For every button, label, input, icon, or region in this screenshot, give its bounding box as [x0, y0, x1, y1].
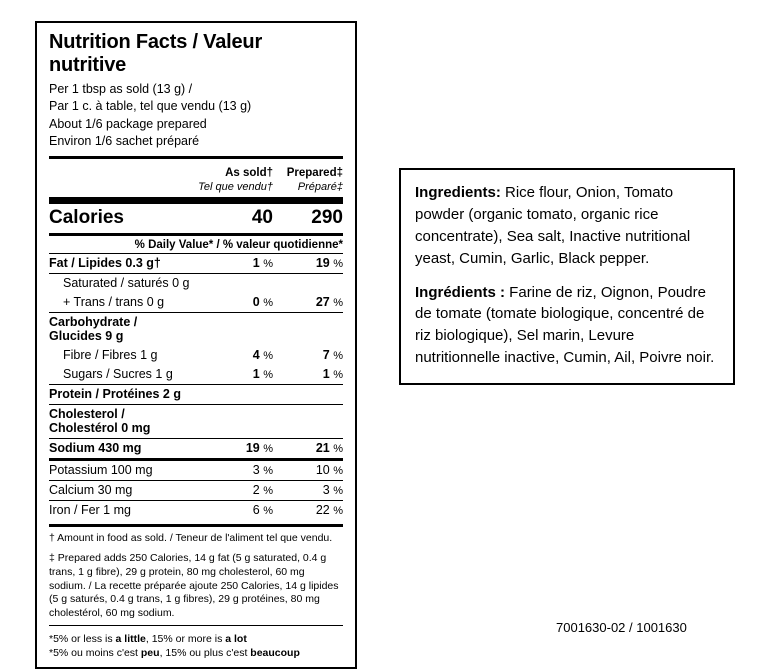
column-header-prepared-en: Prepared‡: [286, 167, 343, 179]
nutrient-value-as-sold: [191, 295, 273, 309]
nutrient-pct-as-sold: 3: [252, 463, 260, 478]
percent-symbol: %: [263, 369, 273, 382]
nutrient-pct-as-sold: 1: [252, 367, 260, 382]
table-row: [49, 385, 343, 404]
serving-line-1: Per 1 tbsp as sold (13 g) /: [49, 82, 193, 96]
serving-line-2: Par 1 c. à table, tel que vendu (13 g): [49, 99, 252, 114]
footnotes-block-2: [49, 628, 343, 661]
percent-symbol: %: [333, 369, 343, 382]
table-row: [49, 405, 343, 438]
nutrient-name: Fibre / Fibres 1 g: [63, 348, 158, 363]
daily-value-header-text: % Daily Value* / % valeur quotidienne*: [134, 238, 343, 251]
percent-symbol: %: [333, 297, 343, 310]
nutrient-value-prepared: [273, 483, 343, 497]
column-header-prepared-fr: Préparé‡: [297, 180, 343, 193]
nutrient-pct-as-sold: 0: [252, 295, 260, 310]
table-row: [49, 461, 343, 480]
nutrient-pct-prepared: 27: [315, 295, 330, 310]
footnote-fr-bold1: peu: [140, 647, 160, 659]
footnote-dagger: † Amount in food as sold. / Teneur de l'aliment tel que vendu.: [49, 531, 333, 544]
nutrient-name: Protein / Protéines 2 g: [49, 387, 181, 402]
nutrient-name: Potassium 100 mg: [49, 463, 153, 478]
footnote-little-lot-fr: [49, 647, 343, 661]
column-header-prepared: [273, 167, 343, 194]
table-row: [49, 501, 343, 520]
ingredients-en-text: Rice flour, Onion, Tomato powder (organic tomato, organic rice concentrate), Sea salt, Inactive nutritional yeast, Cumin, Garlic, Black pepper.: [415, 184, 691, 267]
nutrient-pct-prepared: 22: [315, 503, 330, 518]
percent-symbol: %: [263, 443, 273, 456]
nutrient-value-as-sold: [191, 483, 273, 497]
daily-value-header: [49, 236, 343, 253]
nutrient-name: Cholesterol / Cholestérol 0 mg: [49, 407, 151, 436]
percent-symbol: %: [263, 350, 273, 363]
nutrient-pct-prepared: 7: [322, 348, 330, 363]
table-row: [49, 481, 343, 500]
footnote-fr-part1: *5% ou moins c'est: [49, 647, 141, 659]
ingredients-fr-text: Farine de riz, Oignon, Poudre de tomate (tomate biologique, concentré de riz biologique), Sel marin, Levure nutritionnelle inactive, Cumin, Ail, Poivre noir.: [415, 283, 715, 367]
percent-symbol: %: [333, 443, 343, 456]
footnote-double-dagger: ‡ Prepared adds 250 Calories, 14 g fat (5 g saturated, 0.4 g trans, 1 g fibre), 29 g protein, 80 mg cholesterol, 60 mg sodium. / La recette préparée ajoute 250 Calories, 14 g lipides (5 g saturés, 0.4 g trans, 1 g fibres), 29 g protéines, 80 mg cholestérol, 60 mg sodium.: [49, 551, 339, 620]
calories-as-sold: 40: [251, 206, 273, 228]
nutrient-value-as-sold: [191, 348, 273, 362]
nutrient-value-as-sold: [191, 503, 273, 517]
nutrient-pct-as-sold: 19: [245, 441, 260, 456]
nutrition-facts-panel: [35, 21, 357, 669]
footnote-en-part2: , 15% or more is: [145, 633, 226, 646]
nutrient-name: Sodium 430 mg: [49, 441, 142, 456]
nutrient-name: Fat / Lipides 0.3 g†: [49, 256, 161, 271]
nutrient-value-prepared: [273, 348, 343, 362]
nutrient-pct-as-sold: 1: [252, 256, 260, 271]
ingredients-en-label: Ingredients:: [415, 184, 501, 201]
table-row: [49, 365, 343, 384]
percent-symbol: %: [333, 465, 343, 478]
nutrient-value-as-sold: [191, 463, 273, 477]
nutrient-name: Iron / Fer 1 mg: [49, 503, 131, 518]
nutrient-value-as-sold: [191, 441, 273, 455]
nutrient-pct-prepared: 21: [315, 441, 330, 456]
nutrient-name: Saturated / saturés 0 g: [63, 276, 190, 291]
calories-prepared: 290: [311, 206, 343, 228]
percent-symbol: %: [263, 485, 273, 498]
table-row: [49, 313, 343, 346]
nutrient-value-prepared: [273, 441, 343, 455]
column-header-as-sold-fr: Tel que vendu†: [198, 180, 273, 193]
ingredients-panel: [399, 168, 735, 385]
nutrient-pct-prepared: 10: [315, 463, 330, 478]
serving-line-4: Environ 1/6 sachet préparé: [49, 133, 200, 148]
footnotes-block: [49, 527, 343, 621]
nutrient-name: Sugars / Sucres 1 g: [63, 367, 173, 382]
calories-row: [49, 204, 343, 233]
nutrient-pct-prepared: 19: [315, 256, 330, 271]
percent-symbol: %: [263, 505, 273, 518]
percent-symbol: %: [333, 505, 343, 518]
nutrient-value-as-sold: [191, 256, 273, 270]
nutrient-pct-as-sold: 2: [252, 483, 260, 498]
percent-symbol: %: [333, 258, 343, 271]
table-row: [49, 274, 343, 293]
nutrient-value-prepared: [273, 256, 343, 270]
footnote-fr-part2: , 15% ou plus c'est: [159, 647, 251, 659]
divider-above-footnotes2: [49, 625, 343, 626]
table-row: [49, 346, 343, 365]
serving-size-block: [49, 81, 343, 150]
nutrient-name: + Trans / trans 0 g: [63, 295, 165, 310]
column-header-as-sold-en: As sold†: [225, 167, 273, 179]
nutrient-pct-prepared: 1: [322, 367, 330, 382]
nutrient-pct-as-sold: 6: [252, 503, 260, 518]
ingredients-fr-label: Ingrédients :: [415, 283, 506, 301]
divider-above-calories: [49, 197, 343, 204]
percent-symbol: %: [263, 465, 273, 478]
footnote-en-part1: *5% or less is: [49, 633, 116, 646]
percent-symbol: %: [333, 350, 343, 363]
calories-label: Calories: [49, 206, 124, 228]
nutrient-pct-prepared: 3: [322, 483, 330, 498]
nutrient-value-prepared: [273, 503, 343, 517]
table-row: [49, 439, 343, 458]
nutrient-pct-as-sold: 4: [252, 348, 260, 363]
nutrient-value-as-sold: [191, 367, 273, 381]
percent-symbol: %: [263, 297, 273, 310]
nutrient-name: Calcium 30 mg: [49, 483, 133, 498]
percent-symbol: %: [333, 485, 343, 498]
ingredients-en: [415, 182, 719, 270]
footnote-en-bold2: a lot: [225, 633, 247, 646]
table-row: [49, 254, 343, 273]
nutrient-value-prepared: [273, 463, 343, 477]
nutrient-name: Carbohydrate / Glucides 9 g: [49, 315, 138, 344]
serving-line-3: About 1/6 package prepared: [49, 116, 207, 131]
column-header-as-sold: [191, 167, 273, 194]
product-code: 7001630-02 / 1001630: [556, 620, 687, 635]
nutrient-value-prepared: [273, 295, 343, 309]
footnote-fr-bold2: beaucoup: [250, 647, 300, 659]
table-row: [49, 293, 343, 312]
footnote-en-bold1: a little: [115, 633, 146, 646]
nutrient-value-prepared: [273, 367, 343, 381]
column-headers: [49, 159, 343, 197]
footnote-little-lot-en: [49, 633, 343, 647]
percent-symbol: %: [263, 258, 273, 271]
nutrition-facts-title: Nutrition Facts / Valeur nutritive: [49, 31, 263, 76]
ingredients-fr: [415, 282, 719, 370]
